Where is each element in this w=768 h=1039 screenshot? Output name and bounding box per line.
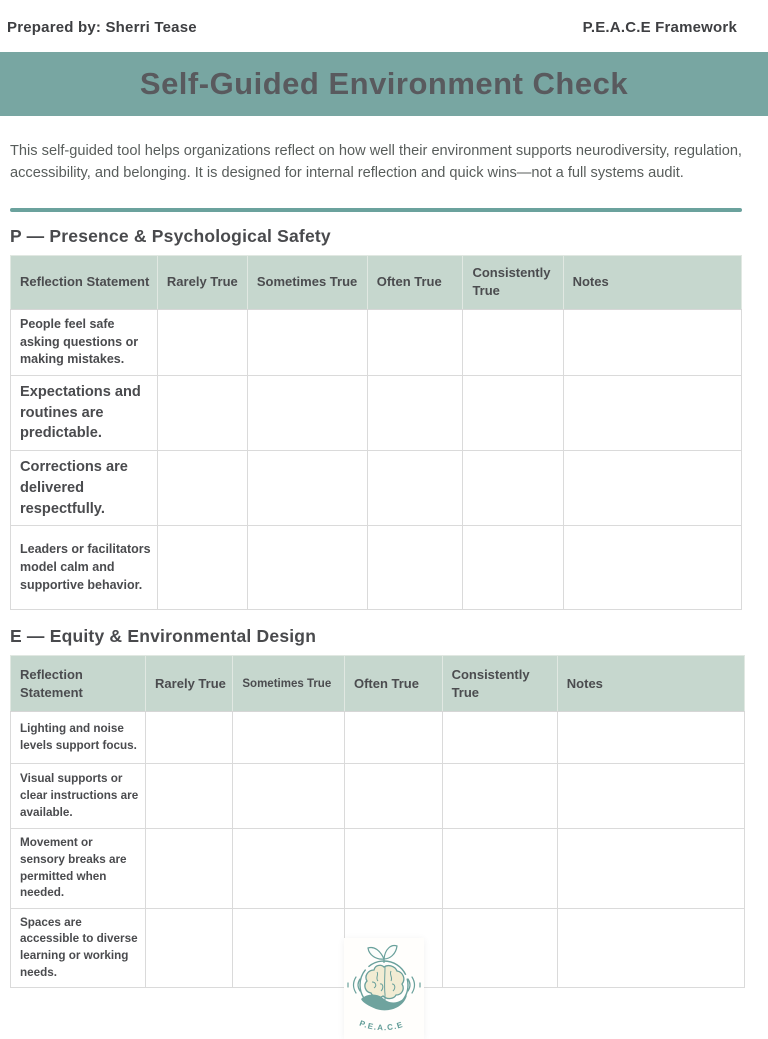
rating-cell-consistently[interactable]	[463, 376, 563, 451]
statement-cell: Corrections are delivered respectfully.	[11, 451, 158, 526]
statement-cell: Movement or sensory breaks are permitted when needed.	[11, 829, 146, 908]
rating-cell-rarely[interactable]	[157, 451, 247, 526]
rating-cell-often[interactable]	[367, 309, 463, 375]
rating-cell-sometimes[interactable]	[247, 451, 367, 526]
statement-cell: Expectations and routines are predictable.	[11, 376, 158, 451]
notes-cell[interactable]	[563, 309, 741, 375]
notes-cell[interactable]	[557, 764, 744, 829]
rating-cell-consistently[interactable]	[442, 764, 557, 829]
notes-cell[interactable]	[563, 526, 741, 610]
rating-cell-sometimes[interactable]	[233, 908, 345, 987]
notes-cell[interactable]	[563, 376, 741, 451]
notes-cell[interactable]	[557, 829, 744, 908]
table-header-row	[11, 255, 742, 309]
table-row	[11, 764, 745, 829]
rating-cell-often[interactable]	[344, 829, 442, 908]
statement-cell: Spaces are accessible to diverse learning or working needs.	[11, 908, 146, 987]
rating-cell-consistently[interactable]	[463, 309, 563, 375]
presence-table	[10, 255, 742, 611]
rating-cell-sometimes[interactable]	[233, 712, 345, 764]
column-header-consistently: Consistently True	[442, 656, 557, 712]
rating-cell-rarely[interactable]	[146, 764, 233, 829]
rating-cell-sometimes[interactable]	[247, 526, 367, 610]
statement-cell: Leaders or facilitators model calm and supportive behavior.	[11, 526, 158, 610]
section-heading-presence: P — Presence & Psychological Safety	[10, 225, 331, 246]
column-header-notes: Notes	[563, 255, 741, 309]
column-header-consistently: Consistently True	[463, 255, 563, 309]
section-divider	[10, 208, 742, 212]
notes-cell[interactable]	[557, 908, 744, 987]
column-header-reflection: Reflection Statement	[11, 255, 158, 309]
column-header-often: Often True	[367, 255, 463, 309]
rating-cell-rarely[interactable]	[157, 309, 247, 375]
statement-cell: Lighting and noise levels support focus.	[11, 712, 146, 764]
page-top-bar	[0, 0, 768, 36]
rating-cell-consistently[interactable]	[442, 712, 557, 764]
framework-label: P.E.A.C.E Framework	[582, 19, 737, 36]
table-row	[11, 309, 742, 375]
rating-cell-often[interactable]	[367, 526, 463, 610]
rating-cell-sometimes[interactable]	[233, 764, 345, 829]
column-header-often: Often True	[344, 656, 442, 712]
rating-cell-sometimes[interactable]	[247, 309, 367, 375]
rating-cell-consistently[interactable]	[463, 451, 563, 526]
title-banner	[0, 52, 768, 116]
table-row	[11, 451, 742, 526]
rating-cell-rarely[interactable]	[157, 526, 247, 610]
table-row	[11, 829, 745, 908]
page-title: Self-Guided Environment Check	[139, 66, 629, 101]
prepared-by-label: Prepared by: Sherri Tease	[7, 19, 197, 36]
rating-cell-often[interactable]	[367, 376, 463, 451]
rating-cell-consistently[interactable]	[442, 829, 557, 908]
rating-cell-often[interactable]	[344, 712, 442, 764]
rating-cell-often[interactable]	[367, 451, 463, 526]
rating-cell-consistently[interactable]	[463, 526, 563, 610]
peace-brain-logo-icon	[344, 938, 424, 1039]
table-row	[11, 526, 742, 610]
page-content	[0, 141, 768, 988]
table-header-row	[11, 656, 745, 712]
column-header-sometimes: Sometimes True	[247, 255, 367, 309]
column-header-rarely: Rarely True	[146, 656, 233, 712]
column-header-notes: Notes	[557, 656, 744, 712]
rating-cell-rarely[interactable]	[146, 908, 233, 987]
rating-cell-rarely[interactable]	[146, 712, 233, 764]
column-header-reflection: Reflection Statement	[11, 656, 146, 712]
column-header-sometimes: Sometimes True	[233, 656, 345, 712]
rating-cell-sometimes[interactable]	[233, 829, 345, 908]
rating-cell-often[interactable]	[344, 764, 442, 829]
notes-cell[interactable]	[563, 451, 741, 526]
table-row	[11, 712, 745, 764]
section-heading-equity: E — Equity & Environmental Design	[10, 626, 317, 647]
intro-paragraph: This self-guided tool helps organizations reflect on how well their environment supports neurodiversity, regulation, accessibility, and belonging. It is designed for internal reflection and quick wins—not a full systems audit.	[10, 143, 742, 181]
logo-wordmark: P.E.A.C.E	[358, 1018, 405, 1033]
peace-logo	[344, 938, 424, 1039]
statement-cell: Visual supports or clear instructions are available.	[11, 764, 146, 829]
rating-cell-rarely[interactable]	[157, 376, 247, 451]
rating-cell-consistently[interactable]	[442, 908, 557, 987]
table-row	[11, 376, 742, 451]
column-header-rarely: Rarely True	[157, 255, 247, 309]
statement-cell: People feel safe asking questions or making mistakes.	[11, 309, 158, 375]
notes-cell[interactable]	[557, 712, 744, 764]
rating-cell-sometimes[interactable]	[247, 376, 367, 451]
rating-cell-rarely[interactable]	[146, 829, 233, 908]
